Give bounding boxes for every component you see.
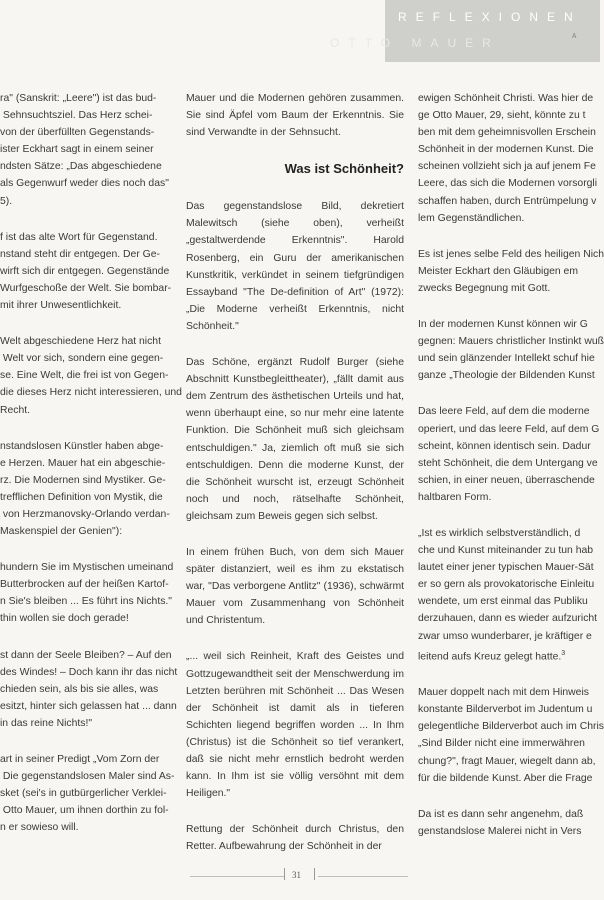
intro-paragraph: Mauer und die Modernen gehören zusammen. Sie sind Äpfel vom Baum der Erkenntnis. Sie sind Verwandte in der Sehnsucht. xyxy=(186,93,404,139)
author-name: OTTO MAUER xyxy=(330,36,500,50)
paragraph: Rettung der Schönheit durch Christus, den Retter. Aufbewahrung der Schönheit in der xyxy=(186,824,404,853)
paragraph: Das leere Feld, auf dem die moderne operiert, und das leere Feld, auf dem G scheint, können identisch sein. Dadur steht Schönheit, die dem Untergang ve schien, in einer neuen, überraschende haltbaren Form. xyxy=(418,406,600,503)
column-right xyxy=(418,90,604,845)
paragraph: Welt abgeschiedene Herz hat nicht Welt vor sich, sondern eine gegen- se. Eine Welt, die frei ist von Gegen- die dieses Herz nicht interessieren, und Recht. xyxy=(0,336,182,416)
paragraph: ra" (Sanskrit: „Leere") ist das bud- Sehnsuchtsziel. Das Herz schei- von der überfüllten Gegenstands- ister Eckhart sagt in einem seiner ndsten Sätze: „Das abgeschiedene als Gegenwurf weder dies noch das" 5). xyxy=(0,93,169,207)
footnote-ref: 3 xyxy=(561,649,566,657)
paragraph: ewigen Schönheit Christi. Was hier de ge Otto Mauer, 29, sieht, könnte zu t ben mit dem geheimnisvollen Erschein Schönheit in der modernen Kunst. Die scheinen vollzieht sich ja auf jenem Fe Leere, das sich die Modernen vorsorgli schaffen haben, durch Entrümpelung v lem Gegenständlichen. xyxy=(418,93,598,224)
footer-rule-right xyxy=(318,876,408,877)
paragraph: Das Schöne, ergänzt Rudolf Burger (siehe Abschnitt Kunstbegleittheater), „fällt damit aus dem Zentrum des ästhetischen Urteils und hat, wenn überhaupt eine, so nur mehr eine latente Funktion. Die Schönheit muß sich gleichsam entschuldigen." Ja, ziemlich oft muß sie sich entschuldigen. Denn die moderne Kunst, der die Schönheit wurscht ist, erzeugt Schönheit noch und noch, rätselhafte Schönheit, gleichsam zum Beweis gegen sich selbst. xyxy=(186,357,404,522)
paragraph: nstandslosen Künstler haben abge- e Herzen. Mauer hat ein abgeschie- rz. Die Modernen sind Mystiker. Ge- trefflichen Definition von Mystik, die von Herzmanovsky-Orlando verdan- Maskenspiel der Genien"): xyxy=(0,440,170,538)
footer-tick-right xyxy=(314,868,315,880)
quote-paragraph: „... weil sich Reinheit, Kraft des Geistes und Gottzugewandtheit seit der Menschwerdung im Letzten berühren mit Schönheit ... Das Wesen der Schönheit ist damit als in tieferen Schichten liegend begriffen worden ... In Ihm (Christus) ist die Schönheit so tief verankert, daß sie nicht mehr ernstlich bedroht werden kann. In Ihm ist sie völlig versöhnt mit dem Heiligen." xyxy=(186,651,404,800)
page-number: 31 xyxy=(292,870,301,880)
paragraph-with-footnote xyxy=(418,525,600,665)
header-mark: ᴀ xyxy=(572,30,577,40)
paragraph: In einem frühen Buch, von dem sich Mauer später distanziert, weil es ihm zu ekstatisch war, "Das verborgene Antlitz" (1936), schwärmt Mauer vom Zusammenhang von Schönheit und Christentum. xyxy=(186,546,404,627)
section-heading: Was ist Schönheit? xyxy=(284,161,404,177)
column-left xyxy=(0,90,182,845)
paragraph: Da ist es dann sehr angenehm, daß genstandslose Malerei nicht in Vers xyxy=(418,808,584,837)
paragraph: art in seiner Predigt „Vom Zorn der Die gegenstandslosen Maler sind As- sket (sei's in gutbürgerlicher Verklei- Otto Mauer, um ihnen dorthin zu fol- n er sowieso will. xyxy=(0,754,175,834)
paragraph: Das gegenstandslose Bild, dekretiert Malewitsch (siehe oben), verheißt „gestaltwerdende Erkenntnis". Harold Rosenberg, ein Guru der amerikanischen Kunstkritik, verkündet in seinem tiefgründigen Essayband "The De-definition of Art" (1972): „Die Moderne verheißt Erkenntnis, nicht Schönheit." xyxy=(186,201,404,332)
paragraph: Mauer doppelt nach mit dem Hinweis konstante Bilderverbot im Judentum u gelegentliche Bilderverbot auch im Chris „Sind Bilder nicht eine immerwähren chung?", fragt Mauer, wiegelt dann ab, für die bildende Kunst. Aber die Frage xyxy=(418,687,604,784)
paragraph-text: „Ist es wirklich selbstverständlich, d che und Kunst miteinander zu tun hab lautet einer jener typischen Mauer-Sät er so gern als provokatorische Einleitu wendete, um erst einmal das Publiku derzuhauen, dann es wieder aufzuricht zwar umso wunderbarer, je kräftiger e leitend aufs Kreuz gelegt hatte. xyxy=(418,527,598,663)
footer-tick-left xyxy=(284,868,285,880)
paragraph: st dann der Seele Bleiben? – Auf den des Windes! – Doch kann ihr das nicht chieden sein, als bis sie alles, was esitzt, hinter sich gelassen hat ... dann in das reine Nichts!" xyxy=(0,649,178,729)
column-middle xyxy=(186,90,404,853)
paragraph: f ist das alte Wort für Gegenstand. nstand steht dir entgegen. Der Ge- wirft sich dir entgegen. Gegenstände Wurfgeschoße der Welt. Sie bombar- mit ihrer Unwesentlichkeit. xyxy=(0,231,172,312)
paragraph: hundern Sie im Mystischen umeinand Butterbrocken auf der heißen Kartof- n Sie's bleiben ... Es führt ins Nichts." thin wollen sie doch gerade! xyxy=(0,562,174,625)
paragraph: Es ist jenes selbe Feld des heiligen Nich Meister Eckhart den Gläubigen em zwecks Begegnung mit Gott. xyxy=(418,248,604,294)
footer-rule-left xyxy=(190,876,284,877)
series-title: REFLEXIONEN xyxy=(398,10,582,24)
paragraph: In der modernen Kunst können wir G gegnen: Mauers christlicher Instinkt wuß und sein glänzender Intellekt schuf hie ganze „Theologie der Bildenden Kunst xyxy=(418,319,604,382)
